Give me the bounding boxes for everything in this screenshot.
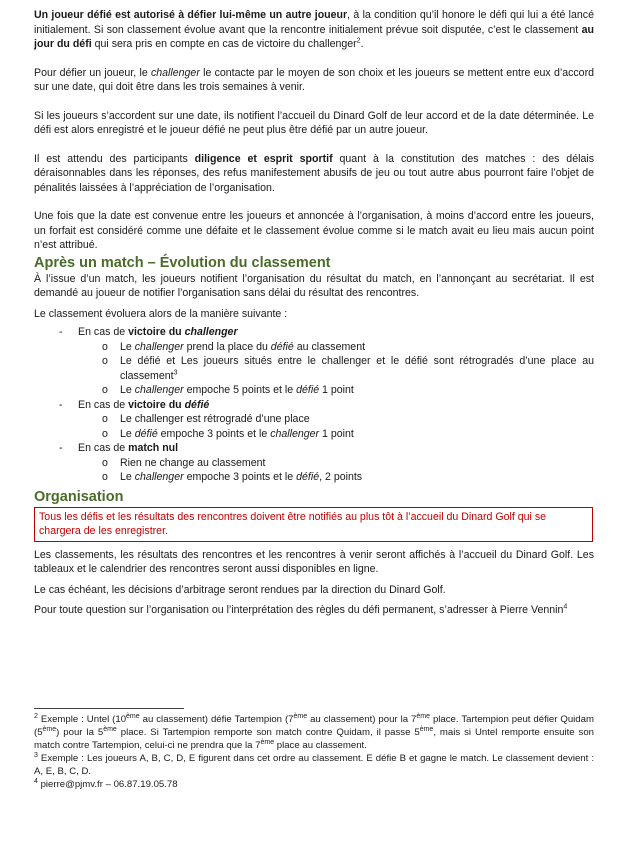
list-item-match-nul (34, 441, 594, 485)
text: place au classement. (274, 740, 367, 751)
list-item-victoire-defie (34, 398, 594, 442)
circle-bullet: o (102, 384, 108, 396)
cases-list (34, 325, 594, 485)
circle-bullet: o (102, 413, 108, 425)
sub-list (78, 412, 594, 441)
text: Le challenger est rétrogradé d’une place (120, 413, 310, 425)
list-item (78, 456, 594, 471)
section-heading-organisation: Organisation (34, 488, 124, 505)
text: Pour défier un joueur, le (34, 66, 151, 79)
superscript: ème (103, 725, 117, 733)
text: place. Si Tartempion remporte son match contre Quidam, il passe 5 (116, 727, 420, 738)
text: ) pour la 5 (56, 727, 104, 738)
text: Rien ne change au classement (120, 456, 266, 469)
text: Le (120, 427, 135, 440)
text: Le (120, 384, 135, 396)
superscript: ème (419, 725, 434, 733)
text: 1 point (319, 384, 354, 396)
text: Le (120, 340, 135, 353)
text: , mais si Untel remporte ensuite son match contre Tartempion, celui-ci ne prendra que la 7 (34, 727, 594, 751)
dash-bullet: - (59, 326, 63, 338)
text: 1 point (319, 427, 354, 440)
footnote-number: 2 (34, 712, 38, 720)
bold-text: match nul (128, 442, 179, 454)
notice-box: Tous les défis et les résultats des rencontres doivent être notifiés au plus tôt à l’accueil du Dinard Golf qui se chargera de les enregistrer. (34, 507, 593, 542)
email-link[interactable]: pierre@pjmv.fr – 06.87.19.05.78 (37, 779, 178, 790)
superscript: ème (416, 712, 430, 720)
circle-bullet: o (102, 355, 108, 367)
circle-bullet: o (102, 427, 108, 440)
sub-list (78, 456, 594, 485)
sub-list (78, 340, 594, 398)
text: empoche 3 points et le (157, 427, 271, 440)
circle-bullet: o (102, 456, 108, 469)
document-body (34, 8, 594, 618)
dash-bullet: - (59, 398, 63, 411)
italic-text: challenger (150, 66, 200, 79)
superscript: ème (126, 712, 140, 720)
footnote-4 (34, 778, 594, 791)
list-item (78, 383, 594, 398)
paragraph-diligence (34, 152, 594, 196)
paragraph-defier-autre-joueur (34, 8, 594, 52)
text: Le (120, 471, 135, 483)
text: au classement) défie Tartempion (7 (139, 714, 294, 725)
text: En cas de (78, 442, 129, 454)
list-item-victoire-challenger (34, 325, 594, 398)
text: Il est attendu des participants (34, 152, 195, 165)
footnote-ref: 2 (356, 37, 361, 45)
italic-text: challenger (270, 427, 320, 440)
text: , à la condition qu’il honore le défi qui lui a été lancé initialement. Si son classement évolue avant que la rencontre initialement prévue soit disputée, c’est le classement (34, 9, 595, 36)
paragraph-classements-affiches: Les classements, les résultats des rencontres et les rencontres à venir seront affichés à l’accueil du Dinard Golf. Les tableaux et le calendrier des rencontres seront aussi disponibles en ligne. (34, 548, 594, 575)
footnotes (34, 713, 594, 791)
text: empoche 5 points et le (183, 384, 297, 396)
bold-text: victoire du (128, 326, 185, 338)
bold-text: au jour du défi (34, 23, 594, 50)
paragraph-accord-date: Si les joueurs s’accordent sur une date, ils notifient l’accueil du Dinard Golf de leur accord et de la date déterminée. Le défi est alors enregistré et le joueur défié ne peut plus être défié par un autre joueur. (34, 109, 594, 136)
bold-text: victoire du (128, 398, 185, 411)
text: au classement) pour la 7 (307, 714, 417, 725)
text: Le défié et Les joueurs situés entre le challenger et le défié sont rétrogradés d’une place au classement (120, 355, 594, 382)
paragraph-defier-joueur (34, 66, 594, 95)
list-item (78, 412, 594, 427)
text: , 2 points (319, 471, 363, 483)
text: . (360, 38, 364, 50)
text: le contacte par le moyen de son choix et les joueurs se mettent entre eux d’accord sur une date, qui doit être dans les trois semaines à venir. (34, 66, 594, 93)
list-item (78, 354, 594, 383)
text: quant à la constitution des matches : des délais déraisonnables dans les réponses, des refus manifestement abusifs de jeu ou tout autre abus pourront faire l’objet de pénalités laissées à l’appréciation de l’organisation. (34, 152, 594, 194)
footnote-ref: 4 (563, 603, 568, 611)
superscript: ème (293, 712, 308, 720)
footnote-separator (34, 708, 184, 709)
footnote-3 (34, 752, 594, 778)
list-item (78, 427, 594, 442)
paragraph-contact (34, 603, 594, 618)
circle-bullet: o (102, 471, 108, 483)
paragraph-issue-match: À l’issue d’un match, les joueurs notifient l’organisation du résultat du match, en l’annonçant au secrétariat. Il est demandé au joueur de notifier l’organisation sans délai du résultat des rencontres. (34, 272, 594, 299)
text: En cas de (78, 398, 129, 411)
bold-italic-text: défié (184, 398, 210, 411)
italic-text: défié (296, 384, 320, 396)
superscript: ème (260, 738, 275, 746)
list-item (78, 470, 594, 485)
text: prend la place du (183, 340, 271, 353)
text: empoche 3 points et le (183, 471, 297, 483)
text: qui sera pris en compte en cas de victoire du challenger (91, 38, 357, 50)
text: Exemple : Les joueurs A, B, C, D, E figurent dans cet ordre au classement. E défie B et gagne le match. Le classement devient : A, E, B, C, D. (34, 753, 594, 777)
paragraph-arbitrage: Le cas échéant, les décisions d’arbitrage seront rendues par la direction du Dinard Golf. (34, 583, 446, 596)
list-item (78, 340, 594, 355)
footnote-ref: 3 (173, 368, 178, 376)
italic-text: défié (134, 427, 158, 440)
bold-text: diligence et esprit sportif (194, 152, 333, 165)
bold-text: Un joueur défié est autorisé à défier lui-même un autre joueur (34, 9, 348, 21)
italic-text: challenger (134, 340, 184, 353)
text: au classement (293, 340, 366, 353)
text: Exemple : Untel (10 (37, 714, 127, 725)
paragraph-classement-evolue: Le classement évoluera alors de la manière suivante : (34, 307, 288, 320)
bold-italic-text: challenger (184, 326, 238, 338)
italic-text: challenger (134, 471, 184, 483)
footnote-number: 3 (34, 751, 38, 759)
text: Pour toute question sur l’organisation ou l’interprétation des règles du défi permanent, s’adresser à Pierre Vennin (34, 604, 564, 616)
superscript: ème (42, 725, 57, 733)
text: En cas de (78, 326, 129, 338)
italic-text: défié (270, 340, 294, 353)
footnote-number: 4 (34, 777, 38, 785)
section-heading-evolution: Après un match – Évolution du classement (34, 254, 331, 271)
italic-text: défié (296, 471, 320, 483)
dash-bullet: - (59, 442, 63, 454)
text: place. Tartempion peut défier Quidam (5 (34, 714, 594, 738)
paragraph-forfait: Une fois que la date est convenue entre les joueurs et annoncée à l’organisation, à moins d’accord entre les joueurs, un forfait est considéré comme une défaite et le classement évolue comme si le match avait eu lieu mais aucun point n’est attribué. (34, 210, 594, 251)
italic-text: challenger (134, 384, 184, 396)
footnote-2 (34, 713, 594, 752)
circle-bullet: o (102, 340, 108, 353)
